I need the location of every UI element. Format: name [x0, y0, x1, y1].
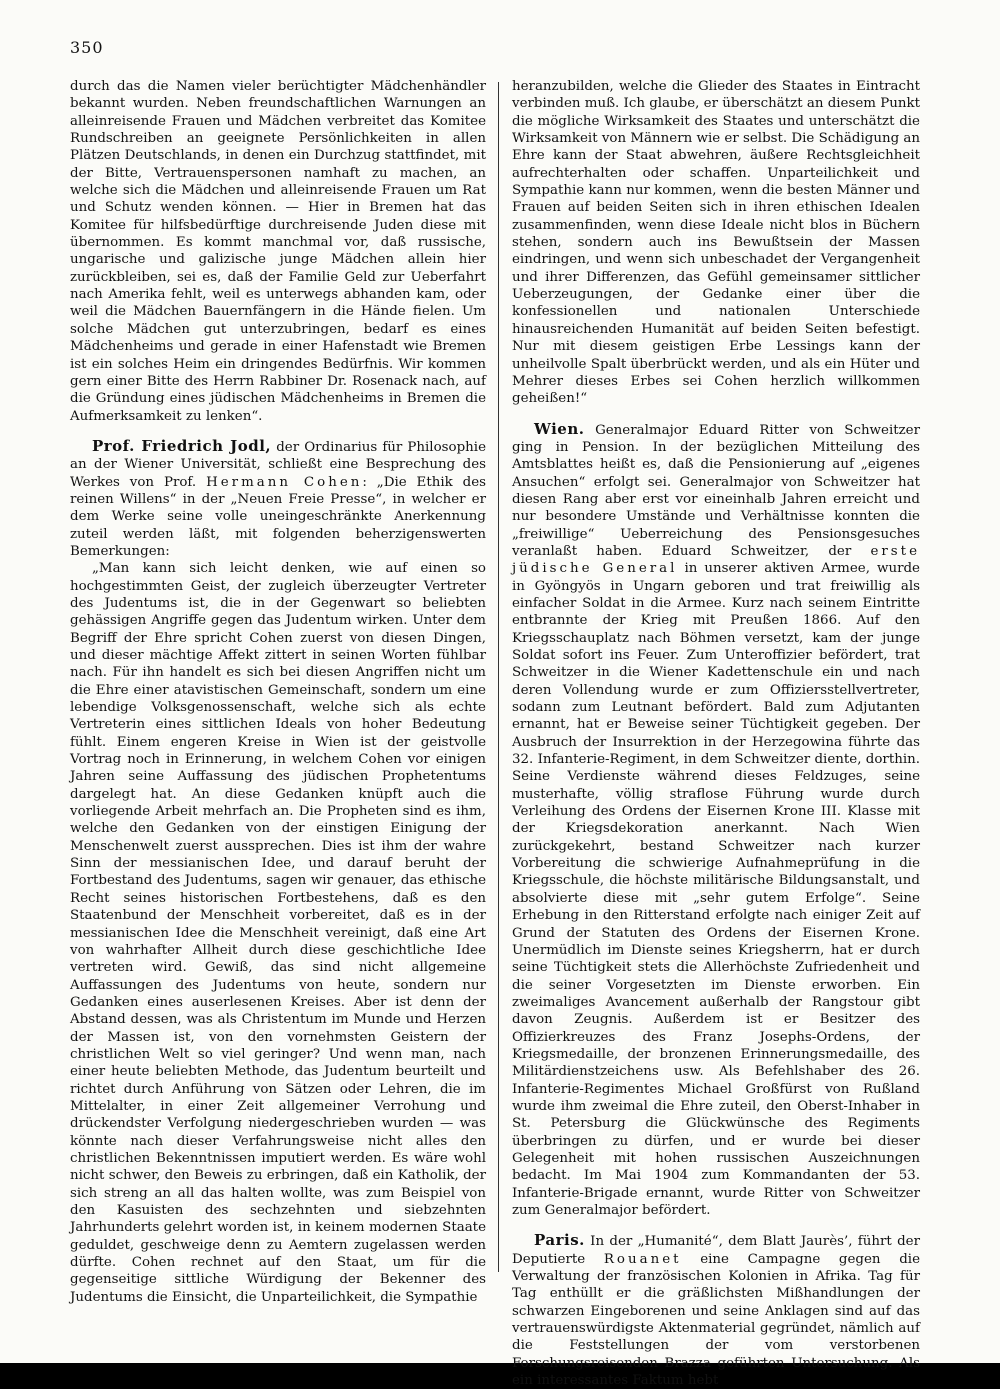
- right-column: [512, 78, 920, 1389]
- left-column: [70, 78, 486, 1306]
- bremen-paragraph: durch das die Namen vieler berüchtigter Mädchenhändler bekannt wurden. Neben freundschaftlichen Warnungen an alleinreisende Frauen und Mädchen verbreitet das Komitee Rundschreiben an geeignete Persönlichkeiten in allen Plätzen Deutschlands, in denen ein Durchzug stattfindet, mit der Bitte, Vertrauenspersonen namhaft zu machen, an welche sich die Mädchen und alleinreisende Frauen um Rat und Schutz wenden können. — Hier in Bremen hat das Komitee für hilfsbedürftige durchreisende Juden diese mit übernommen. Es kommt manchmal vor, daß russische, ungarische und galizische junge Mädchen allein hier zurückbleiben, sei es, daß der Familie Geld zur Ueberfahrt nach Amerika fehlt, weil es unterwegs abhanden kam, oder weil die Mädchen Bauernfängern in die Hände fielen. Um solche Mädchen gut unterzubringen, bedarf es eines Mädchenheims und gerade in einer Hafenstadt wie Bremen ist ein solches Heim ein dringendes Bedürfnis. Wir kommen gern einer Bitte des Herrn Rabbiner Dr. Rosenack nach, auf die Gründung eines jüdischen Mädchenheims in Bremen die Aufmerksamkeit zu lenken“.: [70, 79, 486, 424]
- paris-paragraph: Paris. In der „Humanité“, dem Blatt Jaurès’, führt der Deputierte Rouanet eine Campagne gegen die Verwaltung der französischen Kolonien in Afrika. Tag für Tag enthüllt er die gräßlichsten Mißhandlungen der schwarzen Eingeborenen und seine Anklagen sind auf das vertrauenswürdigste Aktenmaterial gegründet, nämlich auf die Feststellungen der vom verstorbenen Forschungsreisenden Brazza geführten Untersuchung. Als ein interessantes Faktum hebt: [512, 1231, 920, 1389]
- cohen-quote-continuation: heranzubilden, welche die Glieder des Staates in Eintracht verbinden muß. Ich glaube, er überschätzt an diesem Punkt die mögliche Wirksamkeit des Staates und unterschätzt die Wirksamkeit von Männern wie er selbst. Die Schädigung an Ehre kann der Staat abwehren, äußere Rechtsgleichheit aufrechterhalten oder schaffen. Unparteilichkeit und Sympathie kann nur kommen, wenn die besten Männer und Frauen auf beiden Seiten sich in ihren ethischen Idealen zusammenfinden, wenn diese Ideale nicht blos in Büchern stehen, sondern auch ins Bewußtsein der Massen eindringen, und wenn sich unbeschadet der Vergangenheit und ihrer Differenzen, das Gefühl gemeinsamer sittlicher Ueberzeugungen, der Gedanke einer über die konfessionellen und nationalen Unterschiede hinausreichenden Humanität auf beiden Seiten befestigt. Nur mit diesem geistigen Erbe Lessings kann der unheilvolle Spalt überbrückt werden, und als ein Hüter und Mehrer dieses Erbes sei Cohen herzlich willkommen geheißen!“: [512, 79, 921, 407]
- jodl-paragraph: Prof. Friedrich Jodl, der Ordinarius für Philosophie an der Wiener Universität, schließt eine Besprechung des Werkes von Prof. Hermann Cohen: „Die Ethik des reinen Willens“ in der „Neuen Freie Presse“, in welcher er dem Werke seine volle uneingeschränkte Anerkennung zuteil werden läßt, mit folgenden beherzigenswerten Bemerkungen:: [70, 436, 486, 559]
- jodl-heading: Prof. Friedrich Jodl,: [92, 436, 272, 455]
- wien-heading: Wien.: [534, 419, 585, 438]
- cohen-name: Hermann Cohen: [206, 474, 363, 490]
- rouanet-name: Rouanet: [603, 1251, 682, 1267]
- page-number: 350: [70, 38, 104, 57]
- cohen-quote: „Man kann sich leicht denken, wie auf einen so hochgestimmten Geist, der zugleich überzeugter Vertreter des Judentums ist, die in der Gegenwart so beliebten gehässigen Angriffe gegen das Judentum wirken. Unter dem Begriff der Ehre spricht Cohen zuerst von diesen Dingen, und dieser mächtige Affekt zittert in seinen Worten fühlbar nach. Für ihn handelt es sich bei diesen Angriffen nicht um die Ehre einer atavistischen Gemeinschaft, sondern um eine lebendige Volksgenossenschaft, welche sich als echte Vertreterin eines sittlichen Ideals von hoher Bedeutung fühlt. Einem engeren Kreise in Wien ist der geistvolle Vortrag noch in Erinnerung, in welchem Cohen vor einigen Jahren seine Auffassung des jüdischen Prophetentums dargelegt hat. An diese Gedanken knüpft auch die vorliegende Arbeit mehrfach an. Die Propheten sind es ihm, welche den Gedanken von der einstigen Einigung der Menschenwelt zuerst aussprechen. Dies ist ihm der wahre Sinn der messianischen Idee, und darauf beruht der Fortbestand des Judentums, sagen wir genauer, das ethische Recht seines historischen Fortbestehens, daß es den Staatenbund der Menschheit vorbereitet, daß es in der messianischen Idee die Menschheit vereinigt, daß eine Art von wahrhafter Allheit durch diese geschichtliche Idee vertreten wird. Gewiß, das sind nicht allgemeine Auffassungen des Judentums von heute, sondern nur Gedanken eines auserlesenen Kreises. Aber ist denn der Abstand dessen, was als Christentum im Munde und Herzen der Massen ist, von den vornehmsten Geistern der christlichen Welt so viel geringer? Und wenn man, nach einer heute beliebten Methode, das Judentum beurteilt und richtet durch Anführung von Sätzen oder Lehren, die im Mittelalter, in einer Zeit allgemeiner Verrohung und drückendster Verfolgung niedergeschrieben wurden — was könnte nach dieser Verfahrungsweise nicht alles den christlichen Bekenntnissen imputiert werden. Es wäre wohl nicht schwer, den Beweis zu erbringen, daß ein Katholik, der sich streng an all das halten wollte, was zum Beispiel von den Kasuisten des sechzehnten und siebzehnten Jahrhunderts gelehrt worden ist, in keinem modernen Staate geduldet, geschweige denn zu Aemtern zugelassen werden dürfte. Cohen rechnet auf den Staat, um für die gegenseitige sittliche Würdigung der Bekenner des Judentums die Einsicht, die Unparteilichkeit, die Sympathie: [70, 561, 486, 1305]
- paris-heading: Paris.: [534, 1231, 585, 1250]
- first-jewish-general: erste jüdische General: [512, 543, 920, 577]
- wien-paragraph: Wien. Generalmajor Eduard Ritter von Schweitzer ging in Pension. In der bezüglichen Mitteilung des Amtsblattes heißt es, daß die Pensionierung auf „eigenes Ansuchen“ erfolgt sei. Generalmajor von Schweitzer hat diesen Rang aber erst vor eineinhalb Jahren erreicht und nur besondere Umstände und Verhältnisse konnten die „freiwillige“ Ueberreichung des Pensionsgesuches veranlaßt haben. Eduard Schweitzer, der erste jüdische General in unserer aktiven Armee, wurde in Gyöngyös in Ungarn geboren und trat freiwillig als einfacher Soldat in die Armee. Kurz nach seinem Eintritte entbrannte der Krieg mit Preußen 1866. Auf den Kriegsschauplatz nach Böhmen versetzt, kam der junge Soldat sofort ins Feuer. Zum Unteroffizier befördert, trat Schweitzer in die Wiener Kadettenschule ein und nach deren Vollendung wurde er zum Offiziersstellvertreter, sodann zum Leutnant befördert. Bald zum Adjutanten ernannt, hat er Beweise seiner Tüchtigkeit gegeben. Der Ausbruch der Insurrektion in der Herzegowina führte das 32. Infanterie-Regiment, in dem Schweitzer diente, dorthin. Seine Verdienste während dieses Feldzuges, seine musterhafte, völlig straflose Führung wurde durch Verleihung des Ordens der Eisernen Krone III. Klasse mit der Kriegsdekoration anerkannt. Nach Wien zurückgekehrt, bestand Schweitzer nach kurzer Vorbereitung die schwierige Aufnahmeprüfung in die Kriegsschule, die höchste militärische Bildungsanstalt, und absolvierte diese mit „sehr gutem Erfolge“. Seine Erhebung in den Ritterstand erfolgte nach einiger Zeit auf Grund der Statuten des Ordens der Eisernen Krone. Unermüdlich im Dienste seines Kriegsherrn, hat er durch seine Tüchtigkeit stets die Allerhöchste Zufriedenheit und die seiner Vorgesetzten im Dienste erworben. Ein zweimaliges Avancement außerhalb der Rangstour gibt davon Zeugnis. Außerdem ist er Besitzer des Offizierkreuzes des Franz Josephs-Ordens, der Kriegsmedaille, der bronzenen Erinnerungsmedaille, des Militärdienstzeichens usw. Als Befehlshaber des 26. Infanterie-Regimentes Michael Großfürst von Rußland wurde ihm zweimal die Ehre zuteil, den Oberst-Inhaber in St. Petersburg die Glückwünsche des Regiments überbringen zu dürfen, und er wurde bei dieser Gelegenheit mit hohen russischen Auszeichnungen bedacht. Im Mai 1904 zum Kommandanten der 53. Infanterie-Brigade ernannt, wurde Ritter von Schweitzer zum Generalmajor befördert.: [512, 419, 920, 1218]
- column-divider: [498, 82, 499, 1272]
